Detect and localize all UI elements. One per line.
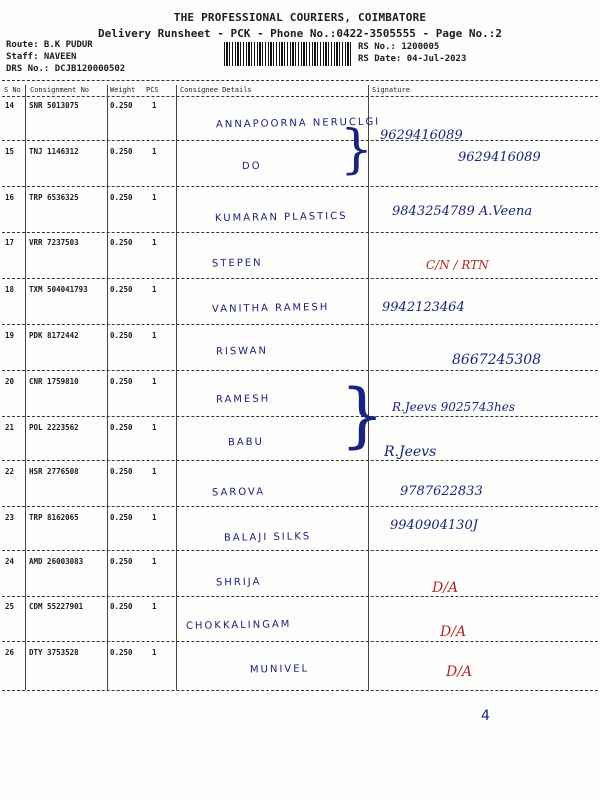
- col-header-consignment: Consignment No: [30, 86, 90, 94]
- row-consignee-handwritten: SAROVA: [211, 486, 266, 499]
- row-divider: [2, 641, 598, 642]
- row-sno: 14: [5, 101, 15, 110]
- row-sno: 15: [5, 147, 15, 156]
- row-consignee-handwritten: DO: [241, 160, 262, 173]
- row-signature: D/A: [432, 580, 459, 596]
- row-consignee-handwritten: ANNAPOORNA NERUCLGI: [215, 116, 381, 131]
- col-header-signature: Signature: [372, 86, 410, 94]
- row-signature: C/N / RTN: [426, 258, 489, 272]
- row-signature: 9942123464: [382, 300, 465, 315]
- column-divider: [176, 85, 177, 690]
- row-sno: 20: [5, 377, 15, 386]
- row-pcs: 1: [152, 377, 157, 386]
- row-divider: [2, 140, 598, 141]
- row-pcs: 1: [152, 285, 157, 294]
- row-sno: 25: [5, 602, 15, 611]
- row-divider: [2, 186, 598, 187]
- col-header-consignee: Consignee Details: [180, 86, 252, 94]
- row-sno: 24: [5, 557, 15, 566]
- col-header-pcs: PCS: [146, 86, 159, 94]
- row-pcs: 1: [152, 602, 157, 611]
- row-divider: [2, 232, 598, 233]
- divider: [2, 80, 598, 81]
- row-weight: 0.250: [110, 513, 133, 522]
- row-sno: 17: [5, 238, 15, 247]
- col-header-sno: S No: [4, 86, 21, 94]
- row-consignee-handwritten: KUMARAN PLASTICS: [214, 210, 348, 225]
- bracket-mark: }: [340, 120, 374, 180]
- column-divider: [25, 85, 26, 690]
- route: Route: B.K PUDUR: [6, 40, 93, 50]
- row-consignment-no: AMD 26003083: [29, 557, 84, 566]
- row-divider: [2, 506, 598, 507]
- row-weight: 0.250: [110, 377, 133, 386]
- row-weight: 0.250: [110, 467, 133, 476]
- row-pcs: 1: [152, 147, 157, 156]
- row-pcs: 1: [152, 557, 157, 566]
- row-pcs: 1: [152, 331, 157, 340]
- row-sno: 16: [5, 193, 15, 202]
- bracket-mark: }: [340, 374, 385, 456]
- row-sno: 22: [5, 467, 15, 476]
- row-pcs: 1: [152, 467, 157, 476]
- row-signature: 9787622833: [400, 484, 483, 499]
- row-weight: 0.250: [110, 147, 133, 156]
- row-pcs: 1: [152, 193, 157, 202]
- row-pcs: 1: [152, 101, 157, 110]
- row-consignee-handwritten: BALAJI SILKS: [223, 531, 312, 544]
- row-divider: [2, 690, 598, 691]
- row-signature: D/A: [440, 624, 467, 640]
- row-consignee-handwritten: STEPEN: [211, 257, 263, 270]
- row-signature: 9843254789 A.Veena: [392, 204, 533, 219]
- row-divider: [2, 550, 598, 551]
- row-weight: 0.250: [110, 557, 133, 566]
- row-weight: 0.250: [110, 602, 133, 611]
- row-consignee-handwritten: VANITHA RAMESH: [211, 301, 330, 316]
- row-weight: 0.250: [110, 101, 133, 110]
- staff: Staff: NAVEEN: [6, 52, 77, 62]
- row-consignee-handwritten: RISWAN: [215, 345, 269, 358]
- row-pcs: 1: [152, 238, 157, 247]
- row-signature: R.Jeevs: [384, 444, 437, 460]
- company-title: THE PROFESSIONAL COURIERS, COIMBATORE: [173, 11, 427, 24]
- row-weight: 0.250: [110, 238, 133, 247]
- row-consignment-no: TXM 504041793: [29, 285, 88, 294]
- column-divider: [107, 85, 108, 690]
- row-pcs: 1: [152, 423, 157, 432]
- row-signature: 9629416089: [458, 150, 541, 165]
- row-consignee-handwritten: RAMESH: [215, 393, 271, 406]
- row-signature: R.Jeevs 9025743hes: [392, 400, 516, 414]
- row-signature: D/A: [446, 664, 473, 680]
- row-consignee-handwritten: BABU: [227, 436, 264, 449]
- row-sno: 26: [5, 648, 15, 657]
- runsheet-subtitle: Delivery Runsheet - PCK - Phone No.:0422-3505555 - Page No.:2: [98, 27, 502, 40]
- row-divider: [2, 278, 598, 279]
- barcode: [224, 42, 352, 66]
- row-consignee-handwritten: MUNIVEL: [249, 663, 310, 676]
- row-consignment-no: CDM 55227901: [29, 602, 84, 611]
- row-weight: 0.250: [110, 648, 133, 657]
- row-signature: 8667245308: [452, 352, 542, 368]
- row-consignee-handwritten: SHRIJA: [215, 576, 262, 589]
- row-divider: [2, 596, 598, 597]
- row-weight: 0.250: [110, 193, 133, 202]
- row-sno: 23: [5, 513, 15, 522]
- row-weight: 0.250: [110, 423, 133, 432]
- row-consignment-no: POL 2223562: [29, 423, 79, 432]
- divider: [2, 96, 598, 97]
- row-sno: 19: [5, 331, 15, 340]
- row-weight: 0.250: [110, 331, 133, 340]
- row-consignment-no: PDK 8172442: [29, 331, 79, 340]
- row-consignment-no: SNR 5013075: [29, 101, 79, 110]
- row-consignment-no: HSR 2776508: [29, 467, 79, 476]
- page-mark: 4: [481, 708, 490, 724]
- row-weight: 0.250: [110, 285, 133, 294]
- row-pcs: 1: [152, 513, 157, 522]
- row-consignment-no: TRP 6536325: [29, 193, 79, 202]
- row-pcs: 1: [152, 648, 157, 657]
- row-consignment-no: DTY 3753528: [29, 648, 79, 657]
- row-divider: [2, 460, 598, 461]
- row-sno: 18: [5, 285, 15, 294]
- row-signature: 9629416089: [380, 128, 463, 143]
- row-consignment-no: CNR 1759810: [29, 377, 79, 386]
- rs-date: RS Date: 04-Jul-2023: [358, 54, 467, 64]
- row-consignment-no: VRR 7237503: [29, 238, 79, 247]
- row-consignee-handwritten: CHOKKALINGAM: [185, 619, 292, 632]
- rs-number: RS No.: 1200005: [358, 42, 440, 52]
- drs-number: DRS No.: DCJB120000502: [6, 64, 126, 74]
- row-signature: 9940904130J: [390, 518, 478, 533]
- row-divider: [2, 370, 598, 371]
- col-header-weight: Weight: [110, 86, 136, 94]
- row-consignment-no: TNJ 1146312: [29, 147, 79, 156]
- row-sno: 21: [5, 423, 15, 432]
- row-divider: [2, 416, 598, 417]
- row-divider: [2, 324, 598, 325]
- row-consignment-no: TRP 8162065: [29, 513, 79, 522]
